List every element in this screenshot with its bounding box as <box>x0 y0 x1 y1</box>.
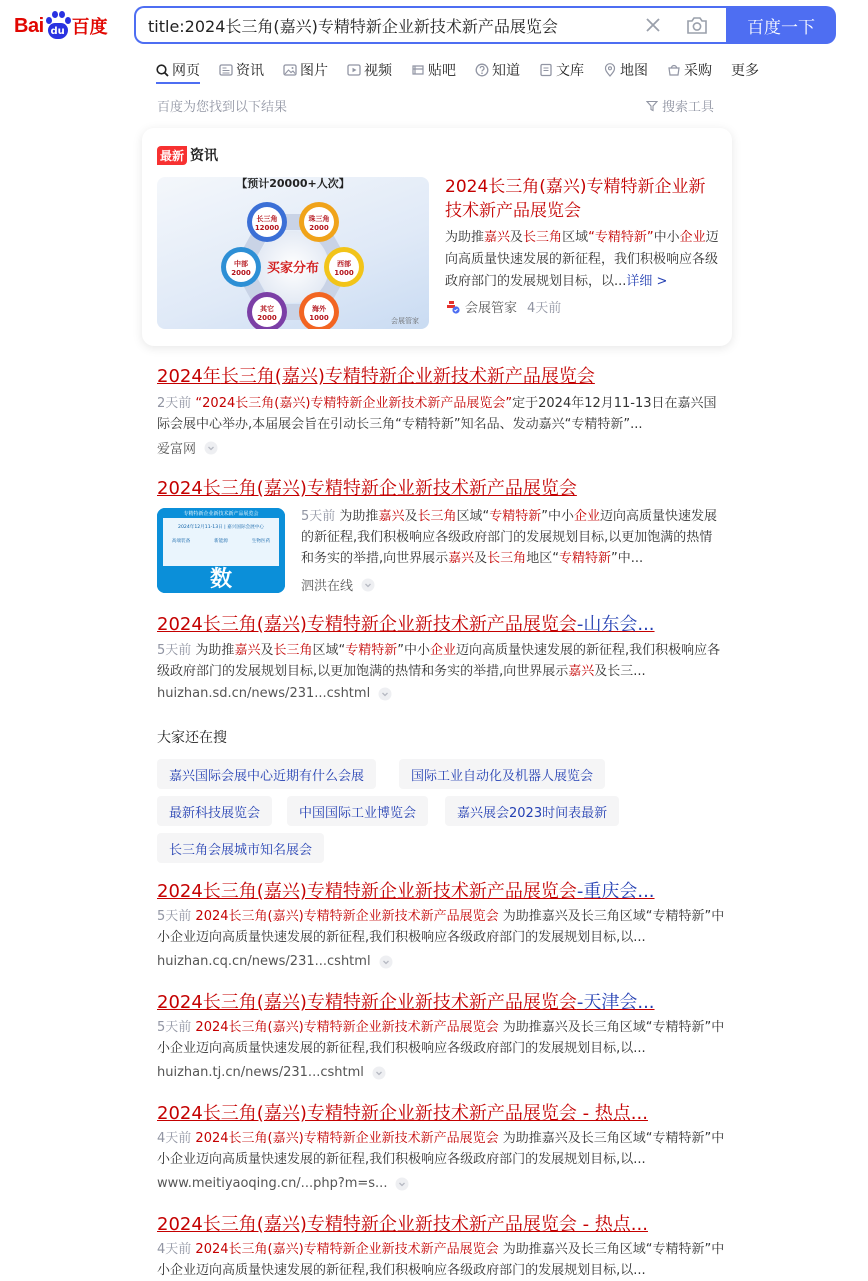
result-thumbnail[interactable] <box>157 508 285 593</box>
news-title[interactable]: 2024长三角(嘉兴)专精特新企业新技术新产品展览会 <box>445 177 706 221</box>
search-result <box>157 477 727 501</box>
search-button[interactable]: 百度一下 <box>726 6 836 44</box>
news-badge <box>157 145 218 165</box>
node-value: 1000 <box>334 269 354 277</box>
result-count: 百度为您找到以下结果 <box>157 100 288 115</box>
graphic-center-label: 买家分布 <box>266 261 320 276</box>
thumb-big-char: 数 <box>209 567 233 592</box>
result-title[interactable]: 2024年长三角(嘉兴)专精特新企业新技术新产品展览会 <box>157 366 595 387</box>
result-description: 2天前 “2024长三角(嘉兴)专精特新企业新技术新产品展览会”定于2024年12月11-13日在嘉兴国际会展中心举办,本届展会旨在引动长三角“专精特新”知名品、发动嘉兴“专精特新”... <box>157 396 717 432</box>
thumb-tag: 生物医药 <box>251 539 271 544</box>
chevron-down-icon[interactable] <box>378 687 392 701</box>
purchase-icon <box>667 63 681 77</box>
buyer-distribution-graphic <box>157 177 429 329</box>
tab-images[interactable]: 图片 <box>283 58 328 82</box>
camera-icon[interactable] <box>686 15 708 35</box>
tab-tieba[interactable]: 贴吧 <box>411 58 456 82</box>
map-icon <box>603 63 617 77</box>
tab-map[interactable]: 地图 <box>603 58 648 82</box>
search-input[interactable] <box>148 8 628 42</box>
node-value: 12000 <box>254 224 280 232</box>
image-icon <box>283 63 297 77</box>
chevron-down-icon[interactable] <box>361 578 375 592</box>
video-icon <box>347 63 361 77</box>
result-source: www.meitiyaoqing.cn/...php?m=s... <box>157 1176 727 1191</box>
result-title[interactable]: 2024长三角(嘉兴)专精特新企业新技术新产品展览会-重庆会... <box>157 881 655 902</box>
result-source: huizhan.cq.cn/news/231...cshtml <box>157 954 727 969</box>
result-source: 爱富网 <box>157 438 727 457</box>
chevron-down-icon[interactable] <box>395 1177 409 1191</box>
result-title[interactable]: 2024长三角(嘉兴)专精特新企业新技术新产品展览会 - 热点... <box>157 1103 648 1124</box>
tieba-icon <box>411 63 425 77</box>
related-search-chip[interactable]: 长三角会展城市知名展会 <box>157 833 324 863</box>
thumb-line2: 2024年12月11-13日 | 嘉兴国际会展中心 <box>178 525 264 530</box>
result-description: 5天前 2024长三角(嘉兴)专精特新企业新技术新产品展览会 为助推嘉兴及长三角区域“专精特新”中小企业迈向高质量快速发展的新征程,我们积极响应各级政府部门的发展规划目标,以... <box>157 909 725 945</box>
search-result <box>157 1102 727 1191</box>
related-searches-title: 大家还在搜 <box>157 730 227 746</box>
chevron-down-icon[interactable] <box>379 955 393 969</box>
related-search-chip[interactable]: 嘉兴展会2023时间表最新 <box>445 796 619 826</box>
related-search-chip[interactable]: 嘉兴国际会展中心近期有什么会展 <box>157 759 376 789</box>
node-label: 西部 <box>337 260 351 268</box>
thumb-tag: 新能源 <box>214 539 228 544</box>
result-description: 5天前 为助推嘉兴及长三角区域“专精特新”中小企业迈向高质量快速发展的新征程,我们积极响应各级政府部门的发展规划目标,以更加饱满的热情和务实的举措,向世界展示嘉兴及长三角地区“专精特新”中... <box>301 509 718 566</box>
result-title[interactable]: 2024长三角(嘉兴)专精特新企业新技术新产品展览会 <box>157 478 577 499</box>
tab-wenku[interactable]: 文库 <box>539 58 584 82</box>
search-tools[interactable]: 搜索工具 <box>646 96 714 115</box>
search-box <box>134 6 726 44</box>
result-description: 5天前 2024长三角(嘉兴)专精特新企业新技术新产品展览会 为助推嘉兴及长三角区域“专精特新”中小企业迈向高质量快速发展的新征程,我们积极响应各级政府部门的发展规划目标,以... <box>157 1020 725 1056</box>
search-icon <box>156 64 169 77</box>
search-result <box>157 1213 727 1281</box>
node-value: 1000 <box>309 314 329 322</box>
badge-new: 最新 <box>157 146 187 165</box>
result-source: huizhan.sd.cn/news/231...cshtml <box>157 686 727 701</box>
related-search-chip[interactable]: 国际工业自动化及机器人展览会 <box>399 759 605 789</box>
node-label: 中部 <box>234 260 248 268</box>
node-label: 海外 <box>312 305 326 313</box>
result-description: 4天前 2024长三角(嘉兴)专精特新企业新技术新产品展览会 为助推嘉兴及长三角区域“专精特新”中小企业迈向高质量快速发展的新征程,我们积极响应各级政府部门的发展规划目标,以... <box>157 1131 725 1167</box>
result-title[interactable]: 2024长三角(嘉兴)专精特新企业新技术新产品展览会-山东会... <box>157 614 655 635</box>
result-description: 5天前 为助推嘉兴及长三角区域“专精特新”中小企业迈向高质量快速发展的新征程,我们积极响应各级政府部门的发展规划目标,以更加饱满的热情和务实的举措,向世界展示嘉兴及长三... <box>157 643 721 679</box>
search-result <box>157 880 727 969</box>
node-value: 2000 <box>231 269 251 277</box>
result-source: huizhan.tj.cn/news/231...cshtml <box>157 1065 727 1080</box>
thumb-tag: 高端装备 <box>171 539 191 544</box>
node-label: 珠三角 <box>308 215 330 223</box>
news-description: 为助推嘉兴及长三角区域“专精特新”中小企业迈向高质量快速发展的新征程，我们积极响应各级政府部门的发展规划目标，以...详细 > <box>445 230 719 289</box>
search-tabs <box>156 58 759 86</box>
related-search-chip[interactable]: 中国国际工业博览会 <box>287 796 428 826</box>
filter-icon <box>646 100 658 112</box>
node-value: 2000 <box>257 314 277 322</box>
related-search-chip[interactable]: 最新科技展览会 <box>157 796 272 826</box>
baidu-logo[interactable] <box>14 8 120 44</box>
result-title[interactable]: 2024长三角(嘉兴)专精特新企业新技术新产品展览会-天津会... <box>157 992 655 1013</box>
result-source: 泗洪在线 <box>301 575 375 594</box>
latest-news-card <box>142 128 732 346</box>
tab-news[interactable]: 资讯 <box>219 58 264 82</box>
chevron-down-icon[interactable] <box>372 1066 386 1080</box>
news-detail-link[interactable]: 详细 > <box>626 274 668 289</box>
tab-zhidao[interactable]: 知道 <box>475 58 520 82</box>
search-result <box>157 613 727 701</box>
result-title[interactable]: 2024长三角(嘉兴)专精特新企业新技术新产品展览会 - 热点... <box>157 1214 648 1235</box>
news-source <box>445 297 561 316</box>
thumb-line1: 专精特新企业新技术新产品展览会 <box>183 511 259 517</box>
paw-icon: du <box>45 11 71 41</box>
search-result <box>157 365 727 457</box>
logo-text-baidu: 百度 <box>71 17 108 38</box>
news-thumbnail[interactable] <box>157 177 429 329</box>
question-icon <box>475 63 489 77</box>
library-icon <box>539 63 553 77</box>
tab-web[interactable]: 网页 <box>156 58 200 84</box>
chevron-down-icon[interactable] <box>204 441 218 455</box>
news-time: 4天前 <box>527 301 562 316</box>
clear-icon[interactable] <box>644 16 662 34</box>
tab-purchase[interactable]: 采购 <box>667 58 712 82</box>
graphic-header: 【预计20000+人次】 <box>236 177 350 190</box>
tab-more[interactable]: 更多 <box>731 63 759 79</box>
badge-news: 资讯 <box>190 148 219 164</box>
source-logo-icon <box>445 299 461 315</box>
news-source-name[interactable]: 会展管家 <box>465 301 518 316</box>
logo-text-bai: Bai <box>14 14 44 37</box>
news-icon <box>219 63 233 77</box>
node-label: 其它 <box>260 305 274 313</box>
search-result <box>157 991 727 1080</box>
graphic-watermark: 会展管家 <box>391 317 419 325</box>
tab-video[interactable]: 视频 <box>347 58 392 82</box>
node-value: 2000 <box>309 224 329 232</box>
node-label: 长三角 <box>256 215 278 223</box>
result-description: 4天前 2024长三角(嘉兴)专精特新企业新技术新产品展览会 为助推嘉兴及长三角区域“专精特新”中小企业迈向高质量快速发展的新征程,我们积极响应各级政府部门的发展规划目标,以... <box>157 1242 725 1278</box>
